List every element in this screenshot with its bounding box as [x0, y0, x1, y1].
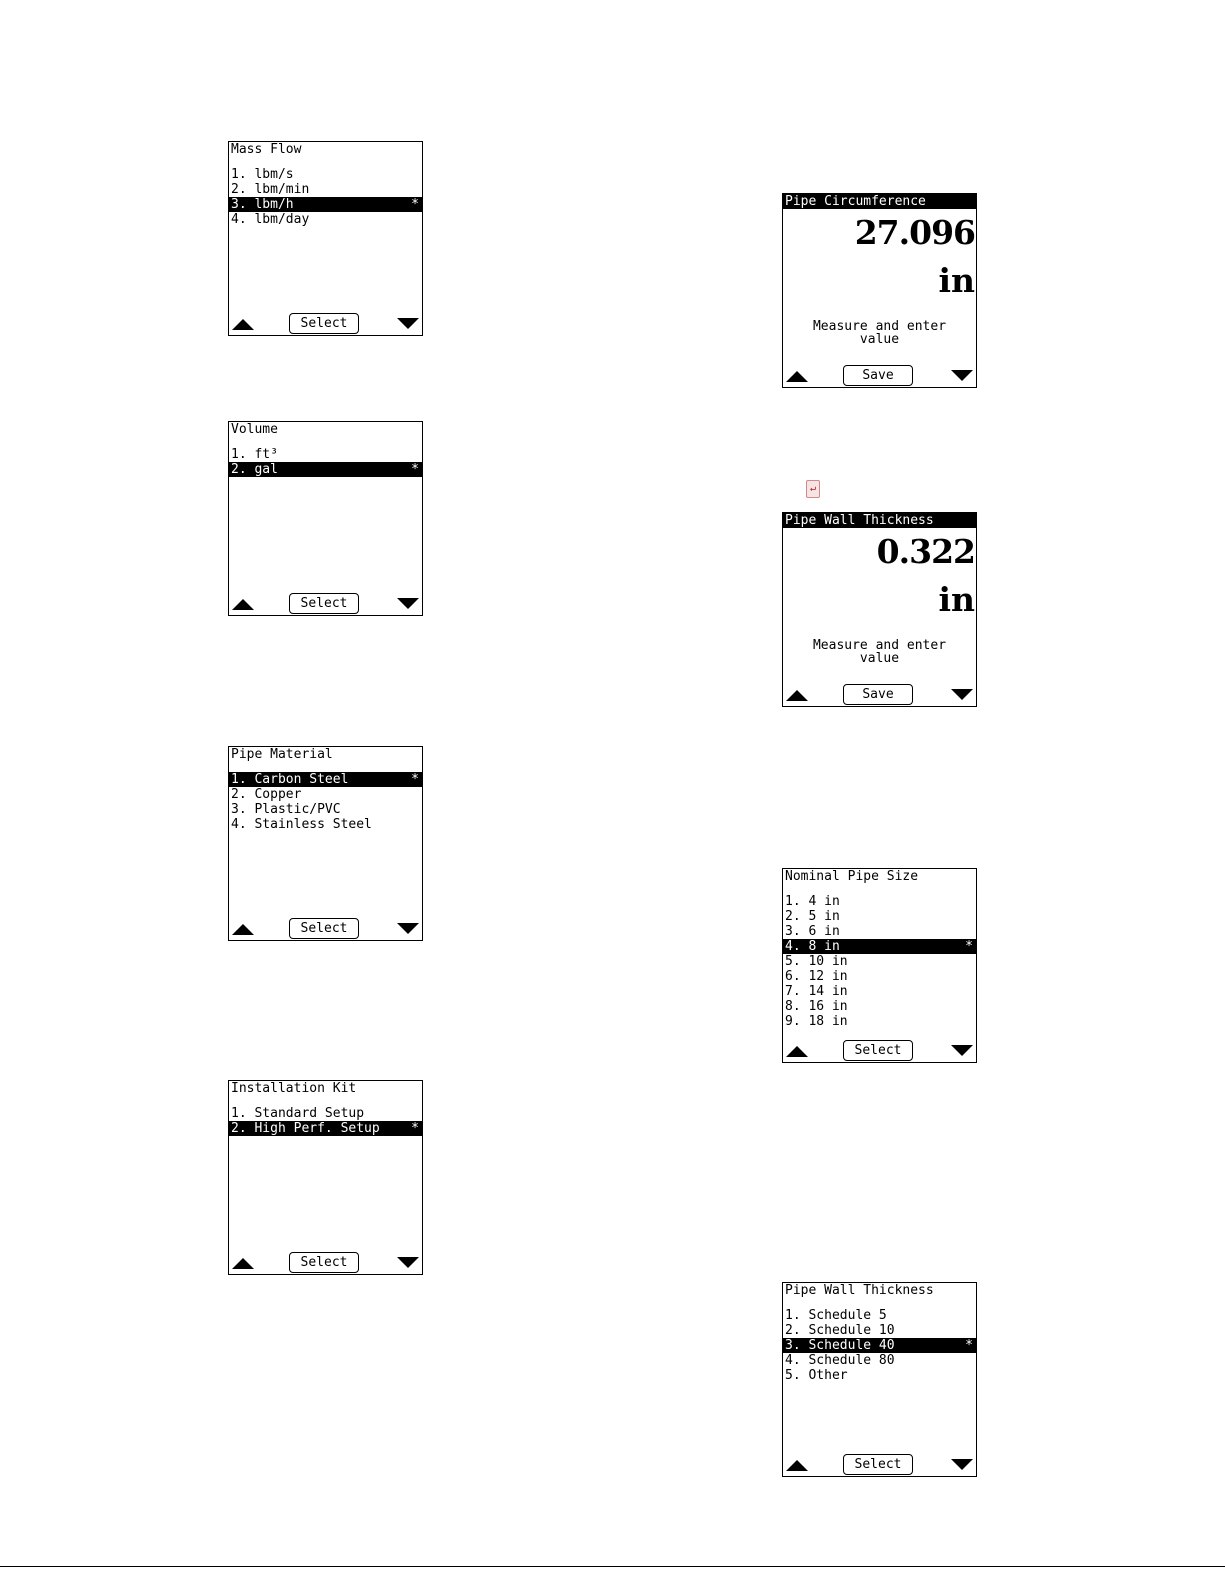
- menu-item[interactable]: 4. Stainless Steel: [231, 817, 372, 832]
- softkey-bar: [229, 589, 422, 615]
- menu-item[interactable]: 5. Other: [785, 1368, 848, 1383]
- up-arrow-icon[interactable]: [232, 599, 254, 610]
- menu-item[interactable]: 1. Standard Setup: [231, 1106, 365, 1121]
- value-readout[interactable]: 0.322: [876, 532, 975, 571]
- menu-item-selected[interactable]: 2. gal *: [229, 462, 422, 477]
- screen-title: Volume: [231, 422, 278, 437]
- selected-marker: *: [411, 1121, 419, 1136]
- down-arrow-icon[interactable]: [397, 598, 419, 609]
- down-arrow-icon[interactable]: [951, 1045, 973, 1056]
- unit-label: in: [938, 580, 975, 619]
- menu-item-selected[interactable]: 3. Schedule 40 *: [783, 1338, 976, 1353]
- screen-title: Pipe Wall Thickness: [783, 513, 976, 528]
- save-button[interactable]: Save: [843, 684, 913, 705]
- pipe-wall-thickness-schedule-screen: [782, 1282, 977, 1477]
- save-button[interactable]: Save: [843, 365, 913, 386]
- nominal-pipe-size-screen: [782, 868, 977, 1063]
- menu-item-selected[interactable]: 2. High Perf. Setup *: [229, 1121, 422, 1136]
- softkey-bar: [229, 309, 422, 335]
- selected-marker: *: [965, 939, 973, 954]
- pipe-circumference-screen: [782, 193, 977, 388]
- up-arrow-icon[interactable]: [786, 1046, 808, 1057]
- menu-list: [229, 167, 422, 227]
- menu-item[interactable]: 5. 10 in: [785, 954, 848, 969]
- up-arrow-icon[interactable]: [232, 319, 254, 330]
- select-button[interactable]: Select: [843, 1040, 913, 1061]
- menu-list: [229, 447, 422, 477]
- menu-item[interactable]: 1. lbm/s: [231, 167, 294, 182]
- unit-label: in: [938, 261, 975, 300]
- menu-list: [229, 1106, 422, 1136]
- menu-item-selected[interactable]: 1. Carbon Steel *: [229, 772, 422, 787]
- down-arrow-icon[interactable]: [397, 318, 419, 329]
- selected-marker: *: [411, 772, 419, 787]
- select-button[interactable]: Select: [289, 918, 359, 939]
- up-arrow-icon[interactable]: [232, 924, 254, 935]
- softkey-bar: [783, 1450, 976, 1476]
- softkey-bar: [229, 1248, 422, 1274]
- menu-item[interactable]: 2. lbm/min: [231, 182, 310, 197]
- select-button[interactable]: Select: [843, 1454, 913, 1475]
- menu-item[interactable]: 6. 12 in: [785, 969, 848, 984]
- softkey-bar: [783, 361, 976, 387]
- menu-item[interactable]: 8. 16 in: [785, 999, 848, 1014]
- down-arrow-icon[interactable]: [951, 370, 973, 381]
- instruction-text: Measure and enter value: [812, 319, 947, 347]
- value-readout[interactable]: 27.096: [854, 213, 975, 252]
- menu-item[interactable]: 3. Plastic/PVC: [231, 802, 341, 817]
- screen-title: Nominal Pipe Size: [785, 869, 919, 884]
- pipe-material-screen: [228, 746, 423, 941]
- menu-item[interactable]: 7. 14 in: [785, 984, 848, 999]
- menu-item[interactable]: 9. 18 in: [785, 1014, 848, 1029]
- menu-item[interactable]: 4. lbm/day: [231, 212, 310, 227]
- menu-item[interactable]: 1. ft³: [231, 447, 278, 462]
- menu-item[interactable]: 2. 5 in: [785, 909, 840, 924]
- page-bottom-rule: [0, 1566, 1225, 1567]
- menu-item[interactable]: 1. 4 in: [785, 894, 840, 909]
- down-arrow-icon[interactable]: [951, 1459, 973, 1470]
- menu-item[interactable]: 2. Schedule 10: [785, 1323, 895, 1338]
- up-arrow-icon[interactable]: [786, 1460, 808, 1471]
- enter-key-icon: ↵: [806, 480, 820, 498]
- select-button[interactable]: Select: [289, 313, 359, 334]
- down-arrow-icon[interactable]: [397, 923, 419, 934]
- select-button[interactable]: Select: [289, 1252, 359, 1273]
- down-arrow-icon[interactable]: [397, 1257, 419, 1268]
- instruction-text: Measure and enter value: [812, 638, 947, 666]
- select-button[interactable]: Select: [289, 593, 359, 614]
- softkey-bar: [783, 1036, 976, 1062]
- selected-marker: *: [965, 1338, 973, 1353]
- down-arrow-icon[interactable]: [951, 689, 973, 700]
- softkey-bar: [229, 914, 422, 940]
- menu-item-selected[interactable]: 4. 8 in *: [783, 939, 976, 954]
- menu-item[interactable]: 2. Copper: [231, 787, 302, 802]
- menu-item[interactable]: 3. 6 in: [785, 924, 840, 939]
- softkey-bar: [783, 680, 976, 706]
- menu-item[interactable]: 1. Schedule 5: [785, 1308, 887, 1323]
- installation-kit-screen: [228, 1080, 423, 1275]
- menu-item[interactable]: 4. Schedule 80: [785, 1353, 895, 1368]
- screen-title: Pipe Wall Thickness: [785, 1283, 934, 1298]
- screen-title: Mass Flow: [231, 142, 302, 157]
- up-arrow-icon[interactable]: [232, 1258, 254, 1269]
- menu-list: [229, 772, 422, 832]
- screen-title: Pipe Circumference: [783, 194, 976, 209]
- screen-title: Installation Kit: [231, 1081, 357, 1096]
- menu-list: [783, 894, 976, 1029]
- menu-list: [783, 1308, 976, 1383]
- pipe-wall-thickness-value-screen: [782, 512, 977, 707]
- up-arrow-icon[interactable]: [786, 371, 808, 382]
- up-arrow-icon[interactable]: [786, 690, 808, 701]
- selected-marker: *: [411, 197, 419, 212]
- screen-title: Pipe Material: [231, 747, 333, 762]
- mass-flow-screen: [228, 141, 423, 336]
- selected-marker: *: [411, 462, 419, 477]
- menu-item-selected[interactable]: 3. lbm/h *: [229, 197, 422, 212]
- volume-screen: [228, 421, 423, 616]
